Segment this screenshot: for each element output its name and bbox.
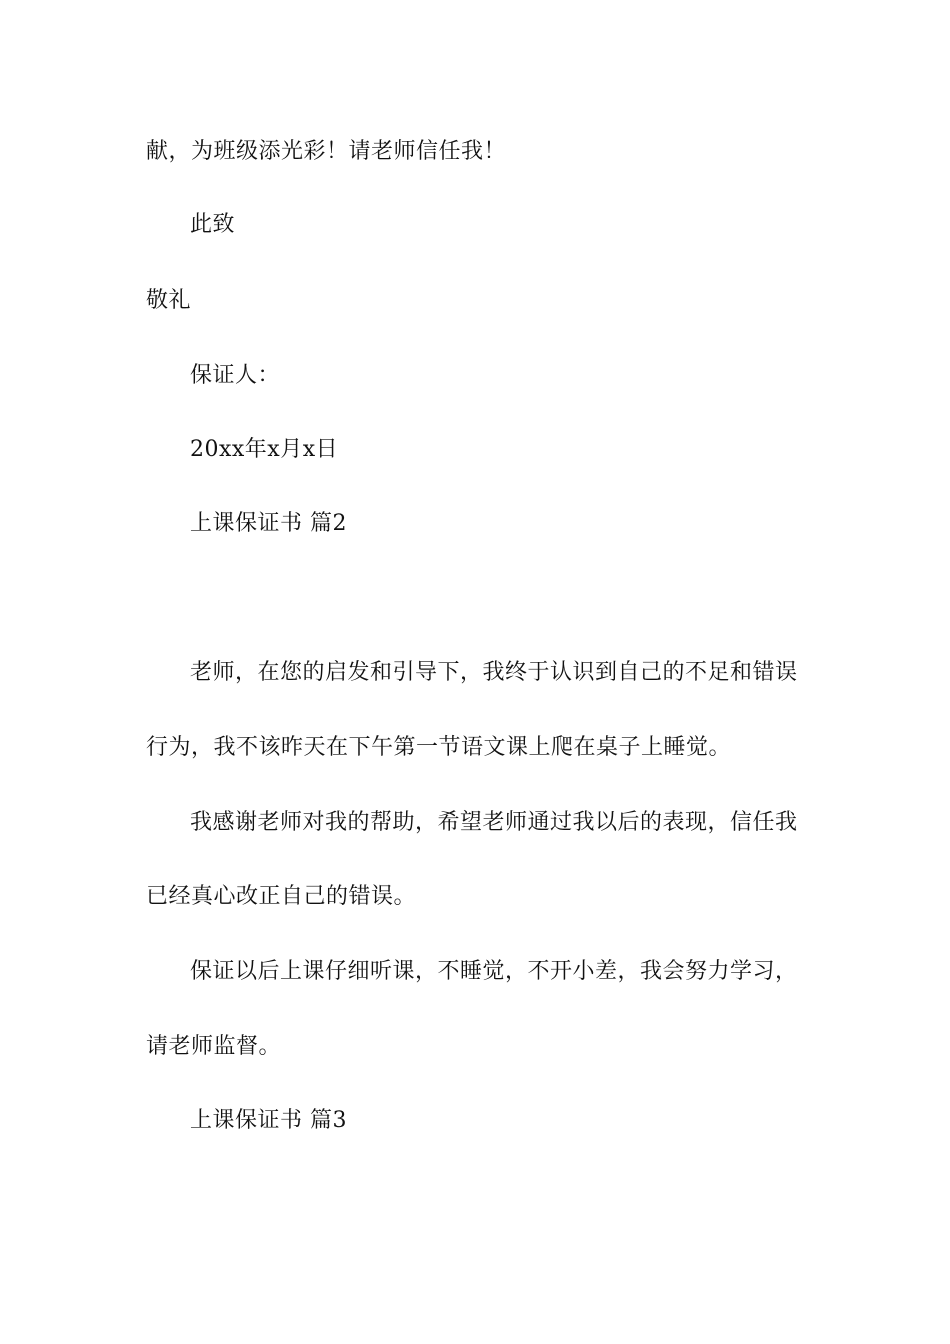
paragraph-line: 献，为班级添光彩！请老师信任我！ <box>146 139 507 164</box>
signer-label: 保证人： <box>190 363 281 388</box>
closing-salutation: 此致 <box>190 212 236 237</box>
paragraph-line: 已经真心改正自己的错误。 <box>146 884 417 909</box>
section-heading: 上课保证书 篇3 <box>190 1108 347 1133</box>
paragraph-line: 我感谢老师对我的帮助，希望老师通过我以后的表现，信任我 <box>190 810 798 835</box>
closing-regards: 敬礼 <box>146 288 192 313</box>
paragraph-line: 保证以后上课仔细听课，不睡觉，不开小差，我会努力学习， <box>190 959 798 984</box>
paragraph-line: 请老师监督。 <box>146 1034 282 1059</box>
paragraph-line: 老师，在您的启发和引导下，我终于认识到自己的不足和错误 <box>190 660 798 685</box>
paragraph-line: 行为，我不该昨天在下午第一节语文课上爬在桌子上睡觉。 <box>146 735 732 760</box>
section-heading: 上课保证书 篇2 <box>190 511 347 536</box>
date-line: 20xx年x月x日 <box>190 437 339 462</box>
